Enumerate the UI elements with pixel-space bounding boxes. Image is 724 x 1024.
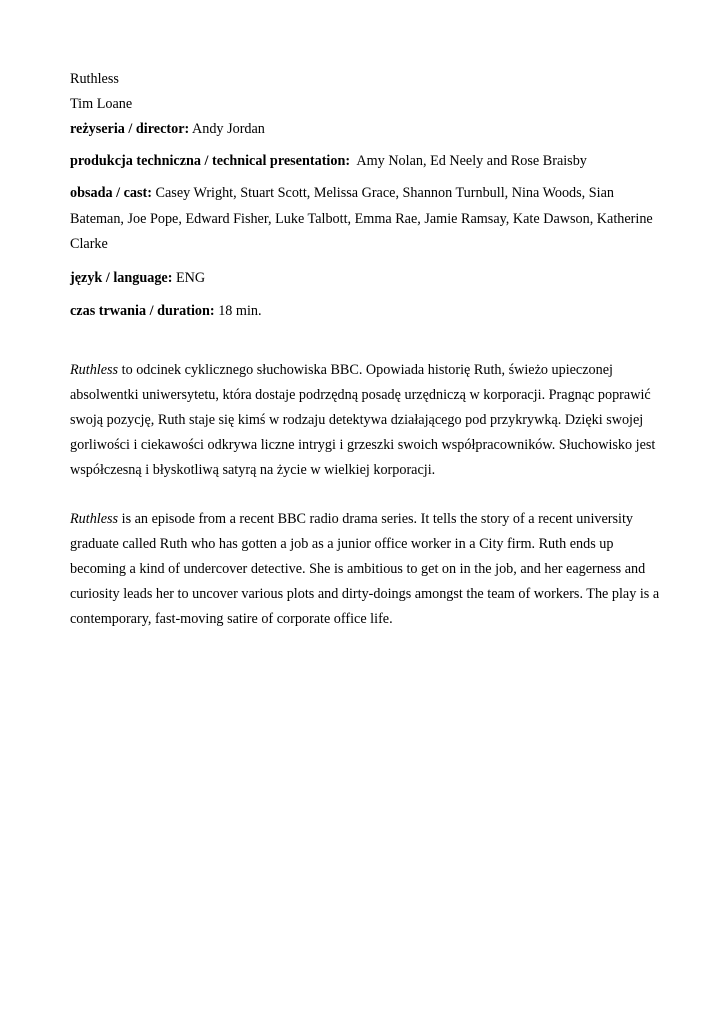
duration-label: czas trwania / duration:: [70, 302, 215, 319]
author-name: Tim Loane: [70, 96, 133, 112]
play-title: Ruthless: [70, 71, 119, 87]
description-polish: [70, 358, 660, 483]
cast-label: obsada / cast:: [70, 185, 152, 201]
director-label: reżyseria / director:: [70, 121, 190, 137]
cast-value: Casey Wright, Stuart Scott, Melissa Grace, Shannon Turnbull, Nina Woods, Sian Bateman, Joe Pope, Edward Fisher, Luke Talbott, Emma Rae, Jamie Ramsay, Kate Dawson, Katherine Clarke: [70, 185, 653, 252]
duration-field: [70, 299, 660, 324]
description-english-title: Ruthless: [70, 510, 119, 527]
cast-field: [70, 181, 660, 258]
technical-value: Amy Nolan, Ed Neely and Rose Braisby: [356, 153, 587, 169]
director-value: Andy Jordan: [192, 121, 265, 137]
technical-field: [70, 149, 660, 174]
duration-value: 18 min.: [218, 302, 262, 319]
technical-label: produkcja techniczna / technical presentation:: [70, 153, 351, 169]
language-field: [70, 266, 660, 291]
description-english: [70, 507, 660, 632]
description-polish-title: Ruthless: [70, 361, 119, 378]
description-polish-text: to odcinek cyklicznego słuchowiska BBC. Opowiada historię Ruth, świeżo upieczonej absolwentki uniwersytetu, która dostaje podrzędną posadę urzędniczą w korporacji. Pragnąc poprawić swoją pozycję, Ruth staje się kimś w rodzaju detektywa działającego pod przykrywką. Dzięki swojej gorliwości i ciekawości odkrywa liczne intrygi i grzeszki swoich współpracowników. Słuchowisko jest współczesną i błyskotliwą satyrą na życie w wielkiej korporacji.: [70, 361, 656, 478]
director-field: [70, 117, 660, 142]
language-value: ENG: [176, 269, 206, 286]
document-page: [70, 67, 660, 632]
description-english-text: is an episode from a recent BBC radio drama series. It tells the story of a recent university graduate called Ruth who has gotten a job as a junior office worker in a City firm. Ruth ends up becoming a kind of undercover detective. She is ambitious to get on in the job, and her eagerness and curiosity leads her to uncover various plots and dirty-doings amongst the team of workers. The play is a contemporary, fast-moving satire of corporate office life.: [70, 510, 660, 627]
language-label: język / language:: [70, 269, 173, 286]
